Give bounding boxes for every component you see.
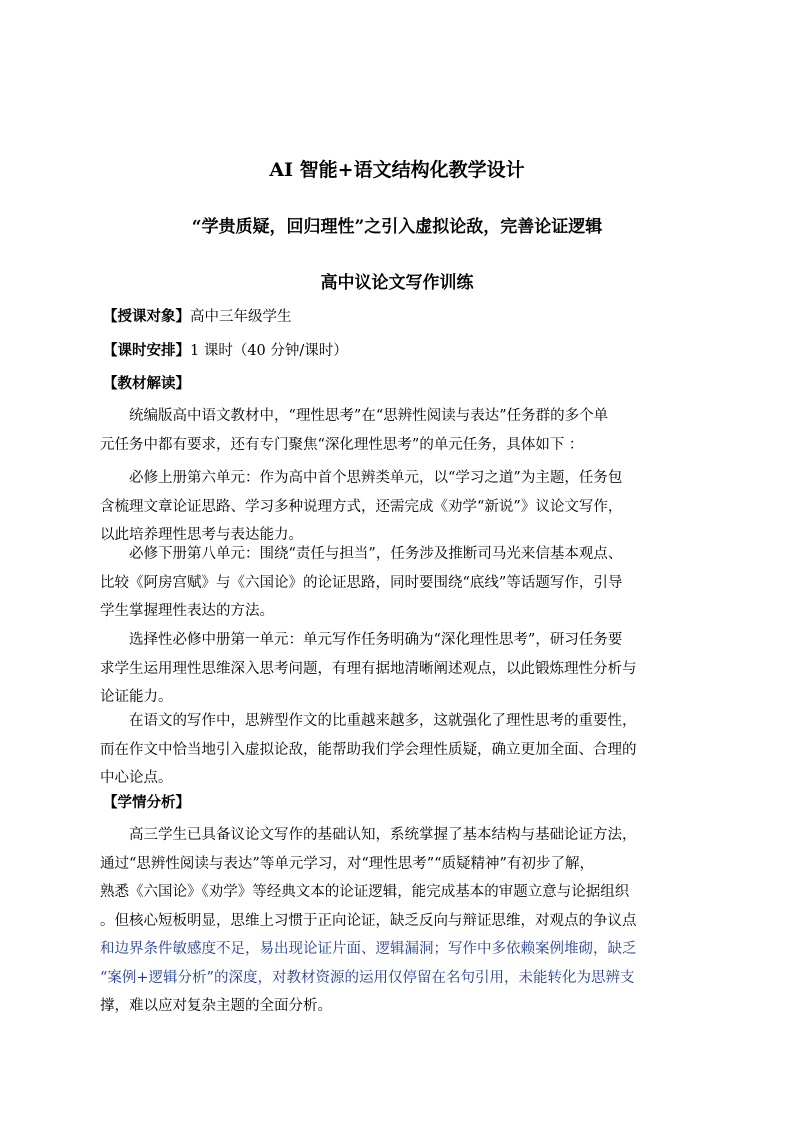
textbook-paragraph-1	[100, 402, 694, 459]
paragraph-line: 在语文的写作中，思辨型作文的比重越来越多，这就强化了理性思考的重要性，	[100, 713, 637, 729]
audience-label: 【授课对象】	[103, 308, 190, 325]
paragraph-line: 统编版高中语文教材中，“理性思考”在“思辨性阅读与表达”任务群的多个单	[100, 408, 609, 424]
paragraph-line: 求学生运用理性思维深入思考问题，有理有据地清晰阐述观点，以此锻炼理性分析与	[100, 660, 637, 677]
paragraph-line: 高三学生已具备议论文写作的基础认知，系统掌握了基本结构与基础论证方法，	[100, 827, 637, 843]
paragraph-line: 含梳理文章论证思路、学习多种说理方式，还需完成《劝学“新说”》议论文写作，	[100, 498, 623, 515]
paragraph-line: 撑，难以应对复杂主题的全面分析。	[100, 998, 332, 1014]
audience-value: 高中三年级学生	[190, 309, 292, 325]
paragraph-line: 通过“思辨性阅读与表达”等单元学习，对“理性思考”“质疑精神”有初步了解，	[100, 855, 594, 872]
paragraph-line: 必修下册第八单元：围绕“责任与担当”，任务涉及推断司马光来信基本观点、	[100, 546, 623, 562]
document-subtitle-2: 高中议论文写作训练	[320, 273, 474, 293]
paragraph-line: 和边界条件敏感度不足，易出现论证片面、逻辑漏洞；写作中多依赖案例堆砌，缺乏	[100, 941, 637, 957]
paragraph-line: 比较《阿房宫赋》与《六国论》的论证思路，同时要围绕“底线”等话题写作，引导	[100, 574, 623, 591]
schedule-row	[103, 341, 348, 361]
paragraph-line: 学生掌握理性表达的方法。	[100, 603, 274, 619]
textbook-paragraph-5	[100, 707, 694, 793]
paragraph-line: 而在作文中恰当地引入虚拟论敌，能帮助我们学会理性质疑，确立更加全面、合理的	[100, 741, 637, 758]
schedule-label: 【课时安排】	[103, 342, 190, 359]
document-subtitle: “学贵质疑，回归理性”之引入虚拟论敌，完善论证逻辑	[191, 217, 603, 237]
textbook-heading-text: 【教材解读】	[103, 375, 190, 392]
document-title: AI 智能+语文结构化教学设计	[269, 159, 525, 181]
textbook-paragraph-4	[100, 626, 694, 712]
textbook-paragraph-2	[100, 464, 694, 550]
paragraph-line: 。但核心短板明显，思维上习惯于正向论证，缺乏反向与辩证思维，对观点的争议点	[100, 912, 637, 929]
audience-row	[103, 307, 292, 327]
paragraph-line: “案例+逻辑分析”的深度，对教材资源的运用仅停留在名句引用，未能转化为思辨支	[100, 969, 635, 986]
paragraph-line: 中心论点。	[100, 770, 173, 786]
paragraph-line: 必修上册第六单元：作为高中首个思辨类单元，以“学习之道”为主题，任务包	[100, 470, 623, 486]
analysis-heading-text: 【学情分析】	[103, 794, 190, 811]
paragraph-line: 以此培养理性思考与表达能力。	[100, 527, 303, 543]
schedule-value: 1 课时（40 分钟/课时）	[190, 343, 348, 359]
paragraph-line: 论证能力。	[100, 689, 173, 705]
paragraph-line: 元任务中都有要求，还有专门聚焦“深化理性思考”的单元任务，具体如下 ：	[100, 436, 584, 453]
analysis-heading	[103, 793, 190, 813]
analysis-paragraph	[100, 821, 694, 1021]
textbook-heading	[103, 374, 190, 394]
paragraph-line: 熟悉《六国论》《劝学》等经典文本的论证逻辑，能完成基本的审题立意与论据组织	[100, 884, 630, 900]
paragraph-line: 选择性必修中册第一单元：单元写作任务明确为“深化理性思考”，研习任务要	[100, 632, 623, 648]
textbook-paragraph-3	[100, 540, 694, 626]
